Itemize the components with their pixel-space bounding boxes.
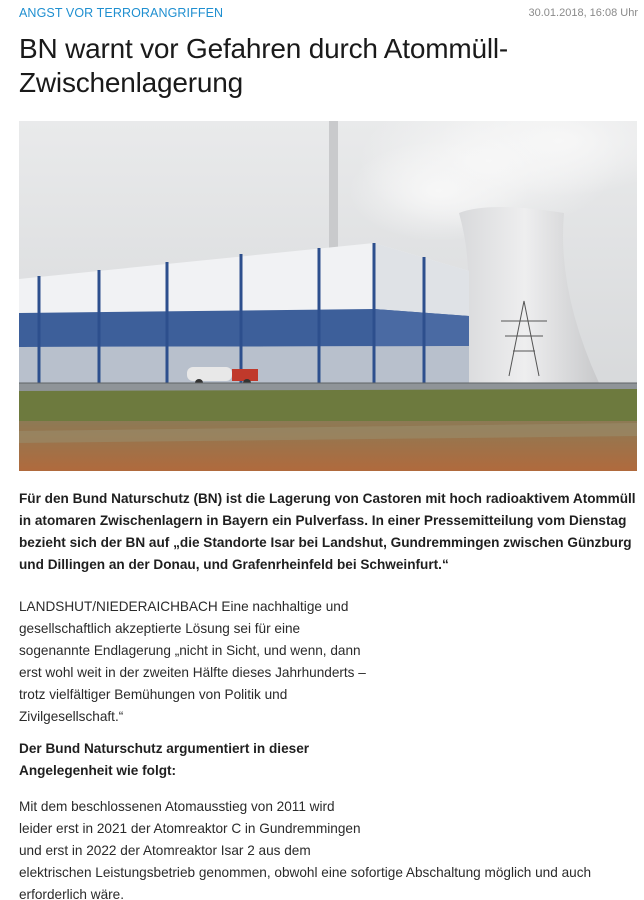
paragraph-line: leider erst in 2021 der Atomreaktor C in Gundremmingen: [19, 821, 361, 836]
paragraph-line: Mit dem beschlossenen Atomausstieg von 2011 wird: [19, 799, 335, 814]
paragraph-line: erforderlich wäre.: [19, 887, 125, 900]
headline-line-2: Zwischenlagerung: [19, 67, 244, 98]
nuclear-plant-photo-icon: [19, 121, 637, 471]
lead-line: bezieht sich der BN auf „die Standorte Isar bei Landshut, Gundremmingen zwischen Günzburg: [19, 535, 632, 550]
article-lead: [19, 488, 636, 576]
subheading-line: Der Bund Naturschutz argumentiert in dieser: [19, 741, 310, 756]
article-kicker[interactable]: ANGST VOR TERRORANGRIFFEN: [19, 6, 224, 20]
article-subheading: [19, 738, 629, 782]
lead-line: und Dillingen an der Donau, und Grafenrheinfeld bei Schweinfurt.“: [19, 557, 449, 572]
lead-line: Für den Bund Naturschutz (BN) ist die Lagerung von Castoren mit hoch radioaktivem Atommüll: [19, 491, 636, 506]
headline-line-1: BN warnt vor Gefahren durch Atommüll-: [19, 33, 509, 64]
article-headline: [19, 32, 629, 100]
subheading-line: Angelegenheit wie folgt:: [19, 763, 177, 778]
article-paragraph-1: [19, 596, 629, 728]
paragraph-line: trotz vielfältiger Bemühungen von Politik und: [19, 687, 288, 702]
paragraph-line: elektrischen Leistungsbetrieb genommen, obwohl eine sofortige Abschaltung möglich und auch: [19, 865, 592, 880]
paragraph-line: und erst in 2022 der Atomreaktor Isar 2 aus dem: [19, 843, 311, 858]
paragraph-line: erst wohl weit in der zweiten Hälfte dieses Jahrhunderts –: [19, 665, 366, 680]
lead-line: in atomaren Zwischenlagern in Bayern ein Pulverfass. In einer Pressemitteilung vom Dienstag: [19, 513, 627, 528]
paragraph-line: sogenannte Endlagerung „nicht in Sicht, und wenn, dann: [19, 643, 361, 658]
paragraph-line: Zivilgesellschaft.“: [19, 709, 124, 724]
paragraph-line: LANDSHUT/NIEDERAICHBACH Eine nachhaltige und: [19, 599, 349, 614]
hero-image[interactable]: [19, 121, 637, 471]
article-paragraph-2: [19, 796, 629, 900]
article-timestamp: 30.01.2018, 16:08 Uhr: [528, 7, 638, 19]
article-topline: [19, 6, 638, 24]
paragraph-line: gesellschaftlich akzeptierte Lösung sei für eine: [19, 621, 301, 636]
